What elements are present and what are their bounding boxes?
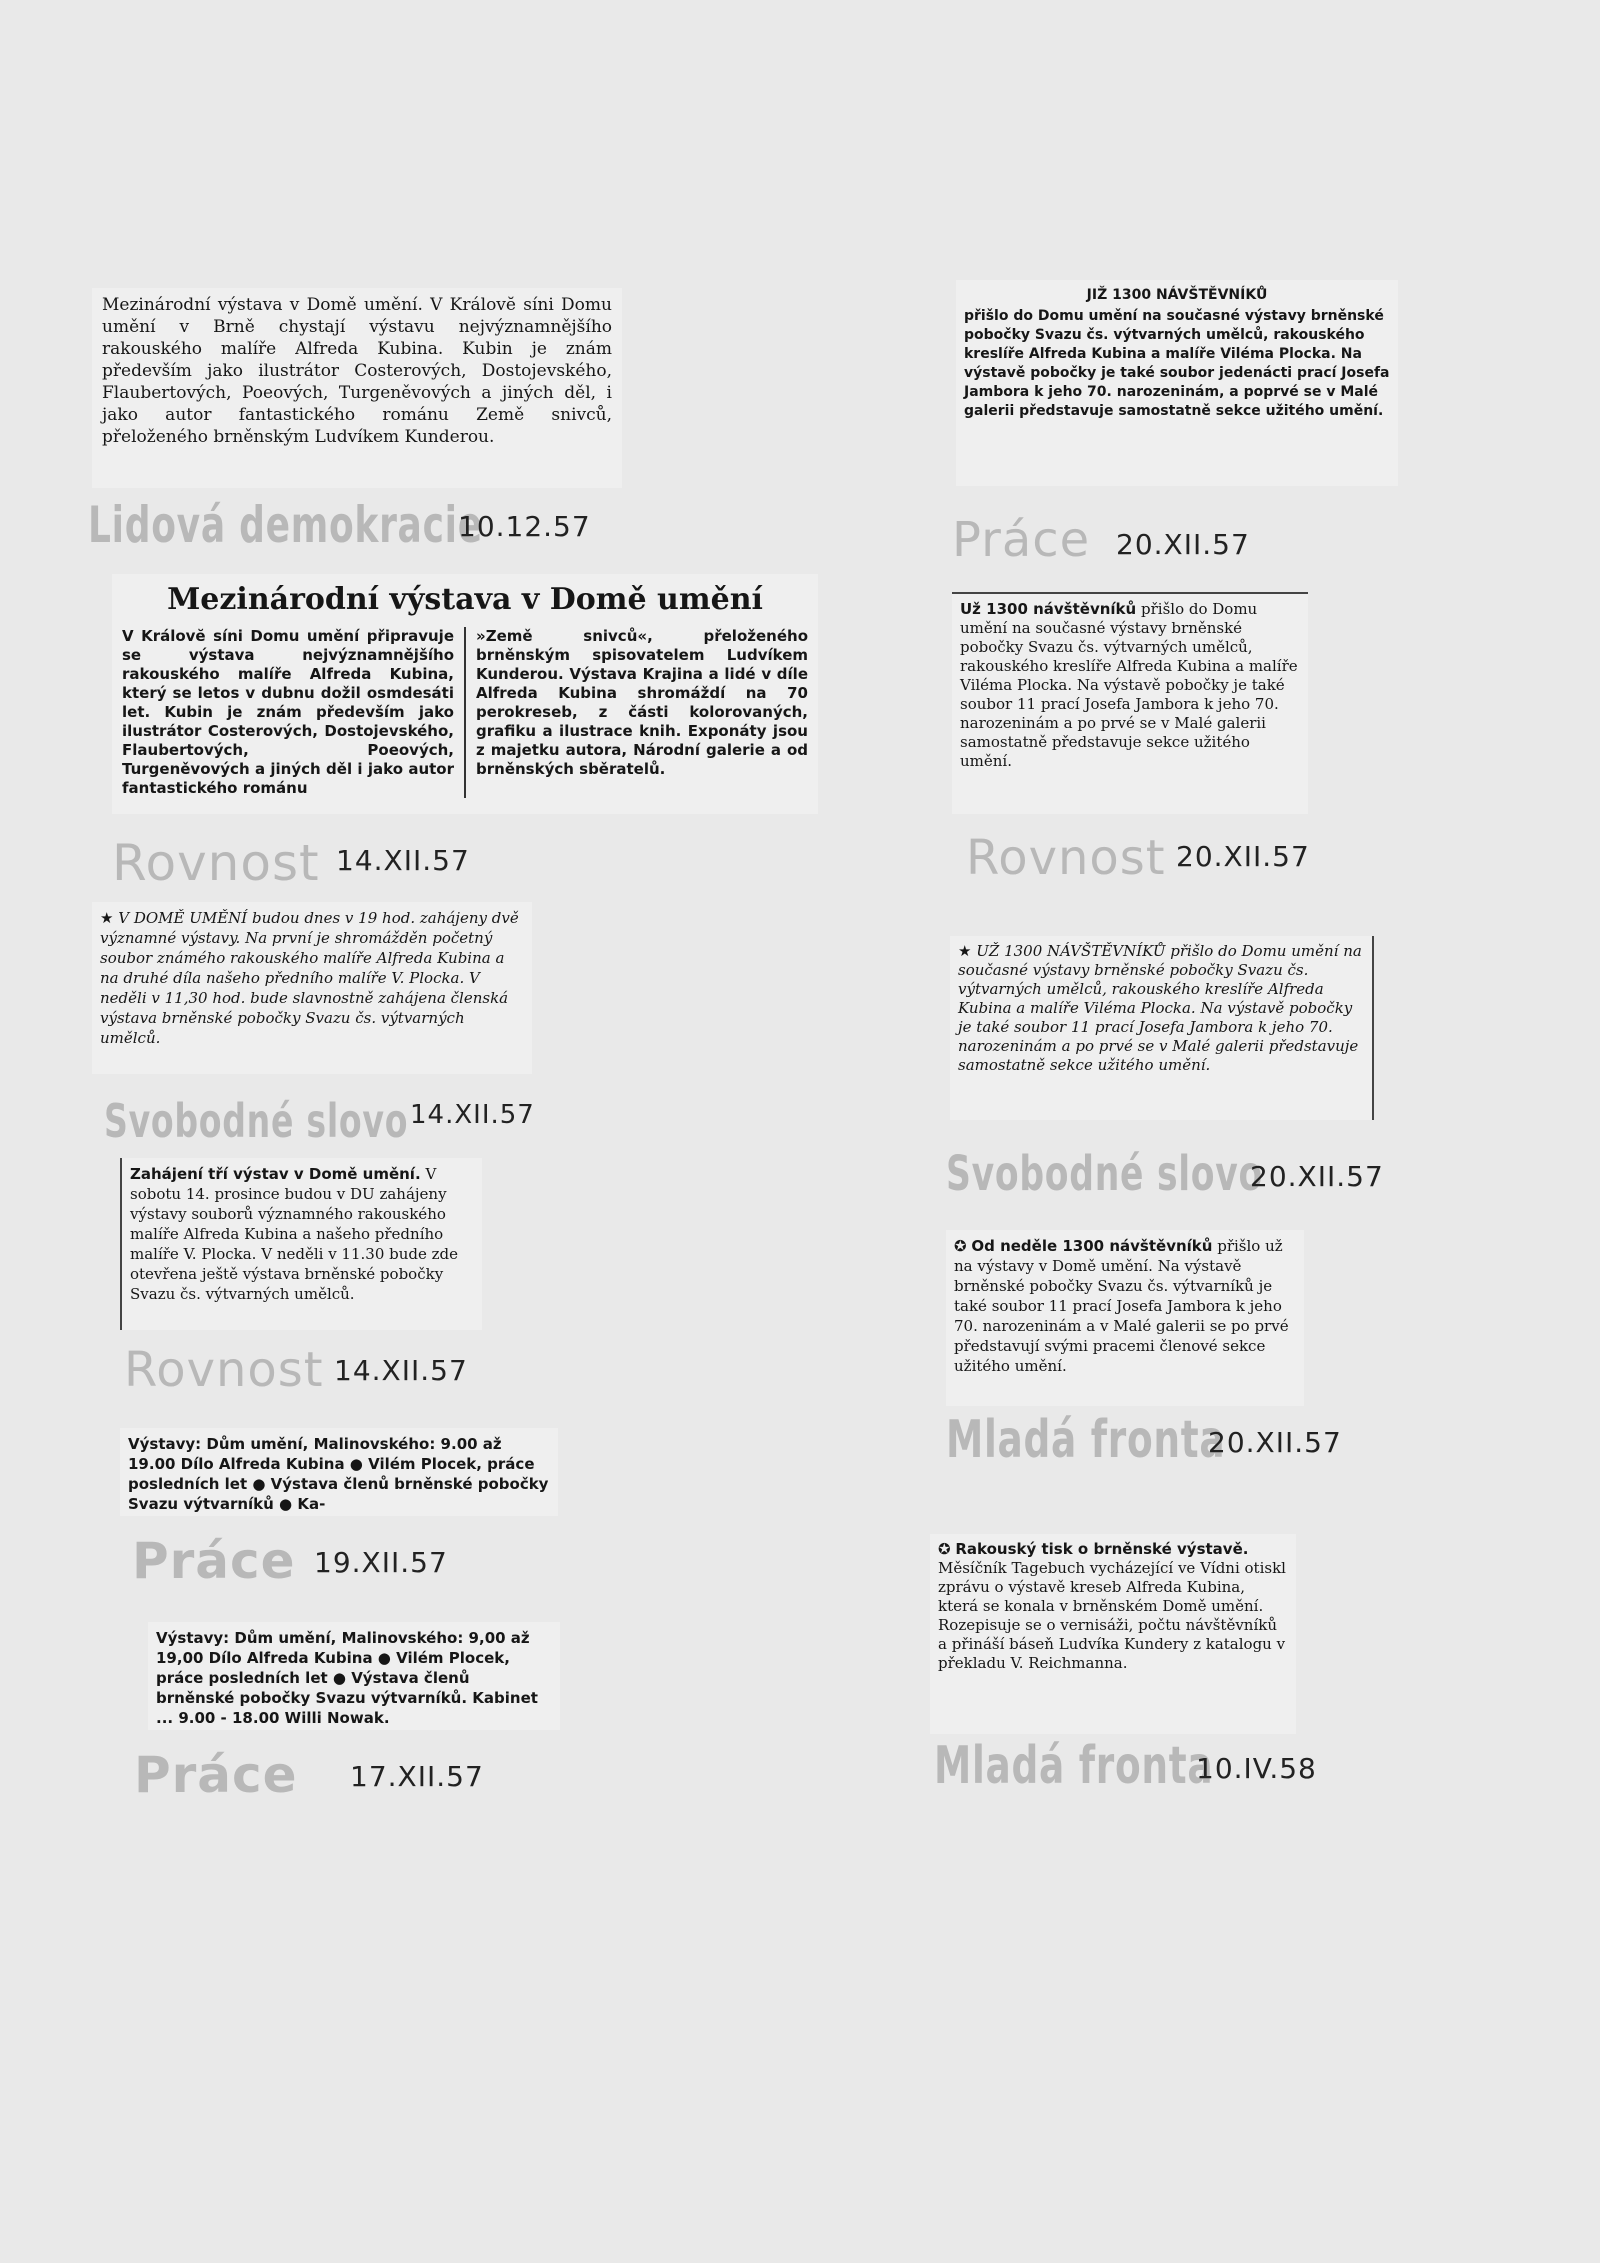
handwritten-date: 19.XII.57 [314,1546,448,1579]
source-stamp: Mladá fronta [946,1410,1226,1470]
clipping-lead: Rakouský tisk o brněnské výstavě. [955,1540,1249,1558]
star-icon: ✪ [938,1540,951,1558]
star-icon: ★ [958,942,972,960]
star-icon: ★ [100,909,114,927]
clipping-text: přišlo už na výstavy v Domě umění. Na výstavě brněnské pobočky Svazu čs. výtvarníků je také soubor 11 prací Josefa Jambora k jeho 70. narozeninám a v Malé galerii se po prvé představují svými pracemi členové sekce užitého umění. [954,1237,1289,1375]
clipping-svobodne-slovo-2 [950,936,1374,1120]
clipping-prace-1 [120,1428,558,1516]
clipping-prace-2 [148,1622,560,1730]
source-stamp: Rovnost [966,830,1166,886]
handwritten-date: 14.XII.57 [336,844,470,877]
handwritten-date: 20.XII.57 [1176,840,1310,873]
clipping-column-1: V Královĕ síni Domu umění připravuje se výstava nejvýznamnějšího rakouského malíře Alfreda Kubina, který se letos v dubnu dožil osmdesáti let. Kubin je znám především jako ilustrátor Costerových, Dostojevského, Flaubertových, Poeových, Turgeněvových a jiných děl i jako autor fantastického románu [122,627,454,797]
clipping-rovnost-3 [952,592,1308,814]
clipping-text: Výstavy: Dům umění, Malinovského: 9.00 až 19.00 Dílo Alfreda Kubina ● Vilém Plocek, práce posledních let ● Výstava členů brněnské pobočky Svazu výtvarníků ● Ka- [128,1435,549,1513]
clipping-rovnost-2 [120,1158,482,1330]
source-stamp: Rovnost [112,834,320,892]
clipping-column-2: »Země snivců«, přeloženého brněnským spisovatelem Ludvíkem Kunderou. Výstava Krajina a lidé v díle Alfreda Kubina shromáždí na 70 perokreseb, z části kolorovaných, grafiku a ilustrace knih. Exponáty jsou z majetku autora, Národní galerie a od brněnských sběratelů. [476,627,808,778]
clipping-lidova-demokracie [92,288,622,488]
clipping-lead: Zahájení tří výstav v Domě umění. [130,1165,421,1183]
source-stamp: Práce [134,1746,298,1804]
clipping-headline: JIŽ 1300 NÁVŠTĚVNÍKŮ [1086,287,1268,303]
handwritten-date: 10.IV.58 [1196,1752,1317,1785]
clipping-mlada-fronta-2 [930,1534,1296,1734]
source-stamp: Svobodné slovo [104,1094,409,1148]
clipping-mlada-fronta-1 [946,1230,1304,1406]
handwritten-date: 14.XII.57 [410,1100,535,1130]
source-stamp: Lidová demokracie [88,496,483,554]
handwritten-date: 17.XII.57 [350,1760,484,1793]
clipping-text: Výstavy: Dům umění, Malinovského: 9,00 až 19,00 Dílo Alfreda Kubina ● Vilém Plocek, práce posledních let ● Výstava členů brněnské pobočky Svazu výtvarníků. Kabinet ... 9.00 - 18.00 Willi Nowak. [156,1629,538,1727]
source-stamp: Svobodné slovo [946,1146,1263,1202]
clipping-text: Mezinárodní výstava v Domě umění. V Královĕ síni Domu umění v Brně chystají výstavu nejvýznamnějšího rakouského malíře Alfreda Kubina. Kubin je znám především jako ilustrátor Costerových, Dostojevského, Flaubertových, Poeových, Turgeněvových a jiných děl, i jako autor fantastického románu Země snivců, přeloženého brněnským Ludvíkem Kunderou. [102,295,612,447]
handwritten-date: 10.12.57 [458,510,591,543]
handwritten-date: 20.XII.57 [1116,528,1250,561]
clipping-rovnost-1 [112,574,818,814]
clipping-text: V sobotu 14. prosince budou v DU zahájeny výstavy souborů významného rakouského malíře Alfreda Kubina a našeho předního malíře V. Plocka. V neděli v 11.30 bude zde otevřena ještě výstava brněnské pobočky Svazu čs. výtvarných umělců. [130,1165,459,1303]
handwritten-date: 20.XII.57 [1208,1426,1342,1459]
source-stamp: Mladá fronta [934,1736,1214,1796]
handwritten-date: 20.XII.57 [1250,1160,1384,1193]
clipping-text: UŽ 1300 NÁVŠTĚVNÍKŮ přišlo do Domu umění na současné výstavy brněnské pobočky Svazu čs. výtvarných umělců, rakouského kreslíře Alfreda Kubina a malíře Viléma Plocka. Na výstavě pobočky je také soubor 11 prací Josefa Jambora k jeho 70. narozeninám a po prvé se v Malé galerii představuje samostatně sekce užitého umění. [958,942,1362,1074]
column-divider [464,627,466,798]
clipping-headline: Mezinárodní výstava v Domě umění [167,582,763,617]
clipping-lead: Od neděle 1300 návštěvníků [971,1237,1213,1255]
source-stamp: Práce [952,512,1091,568]
source-stamp: Rovnost [124,1342,324,1398]
clipping-text: V DOMĚ UMĚNÍ budou dnes v 19 hod. zahájeny dvě významné výstavy. Na první je shromážděn početný soubor známého rakouského malíře Alfreda Kubina a na druhé díla našeho předního malíře V. Plocka. V neděli v 11,30 hod. bude slavnostně zahájena členská výstava brněnské pobočky Svazu čs. výtvarných umělců. [100,909,519,1047]
handwritten-date: 14.XII.57 [334,1354,468,1387]
clipping-svobodne-slovo-1 [92,902,532,1074]
source-stamp: Práce [132,1532,296,1590]
clipping-text: přišlo do Domu umění na současné výstavy brněnské pobočky Svazu čs. výtvarných umělců, rakouského kreslíře Alfreda Kubina a malíře Viléma Plocka. Na výstavě pobočky je také soubor 11 prací Josefa Jambora k jeho 70. narozeninám a po prvé se v Malé galerii samostatně představuje sekce užitého umění. [960,600,1298,770]
clipping-text: Měsíčník Tagebuch vycházející ve Vídni otiskl zprávu o výstavě kreseb Alfreda Kubina, která se konala v brněnském Domě umění. Rozepisuje se o vernisáži, počtu návštěvníků a přináší báseň Ludvíka Kundery z katalogu v překladu V. Reichmanna. [938,1559,1286,1672]
clipping-text: přišlo do Domu umění na současné výstavy brněnské pobočky Svazu čs. výtvarných umělců, rakouského kreslíře Alfreda Kubina a malíře Viléma Plocka. Na výstavě pobočky je také soubor jedenácti prací Josefa Jambora k jeho 70. narozeninám, a poprvé se v Malé galerii představuje samostatně sekce užitého umění. [964,308,1390,419]
star-icon: ✪ [954,1237,967,1255]
clipping-prace-3 [956,280,1398,486]
clipping-lead: Už 1300 návštěvníků [960,600,1137,618]
